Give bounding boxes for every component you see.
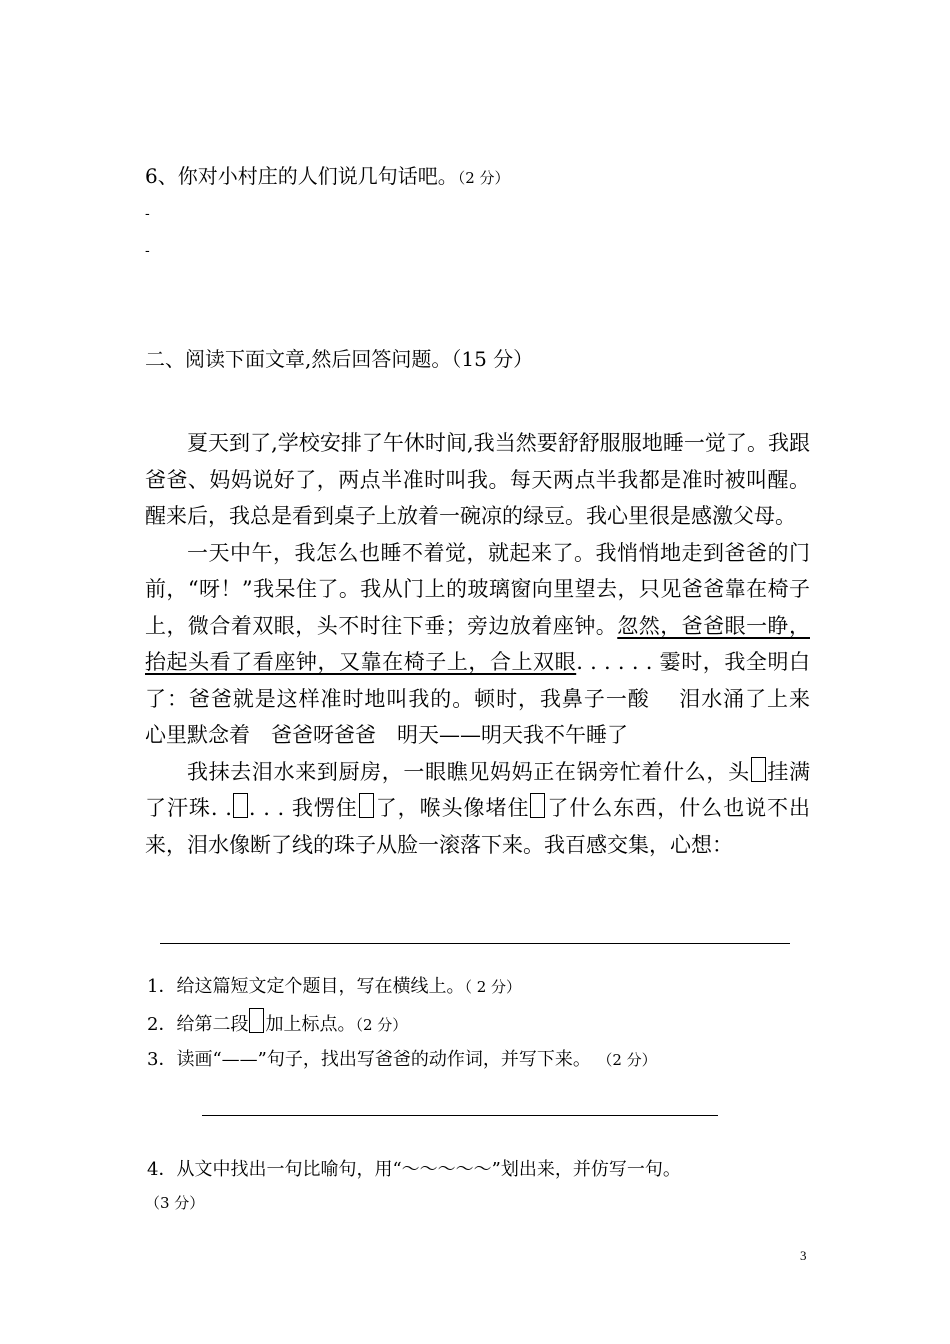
- question-2-text: 2．给第二段: [147, 1014, 249, 1035]
- question-6: [145, 160, 510, 189]
- paragraph-2: [145, 535, 831, 754]
- blank-box: [359, 793, 374, 818]
- title-answer-line: [160, 943, 790, 944]
- answer-line-1: -: [145, 206, 150, 222]
- blank-box: [751, 757, 766, 782]
- paragraph-1: 夏天到了,学校安排了午休时间,我当然要舒舒服服地睡一觉了。我跟爸爸、妈妈说好了，两点半准时叫我。每天两点半我都是准时被叫醒。醒来后，我总是看到桌子上放着一碗凉的绿豆。我心里很是感激父母。: [145, 431, 810, 528]
- answer-line-2: -: [145, 243, 150, 259]
- paragraph-2-start: 一天中午，我怎么也睡不着觉，就起来了。我悄悄地走到爸爸的门前，“呀！”我呆住了。我从门上的玻璃窗向里望去，只见爸爸靠在椅子上，微合着双眼，头不时往下垂；旁边放着座钟。: [145, 540, 810, 638]
- question-3: [147, 1045, 657, 1071]
- paragraph-3-part-b: 挂满了汗珠. .: [145, 759, 811, 820]
- question-3-text: 3．读画“——”句子，找出写爸爸的动作词，并写下来。: [147, 1049, 591, 1070]
- question-2-text-2: 加上标点。: [265, 1014, 356, 1035]
- question-2: [147, 1008, 407, 1036]
- paragraph-2-end: . . . . . . 霎时，我全明白了：爸爸就是这样准时地叫我的。顿时，我鼻子一酸 泪水涌了上来 心里默念着 爸爸呀爸爸 明天——明天我不午睡了: [145, 650, 831, 747]
- question-6-score: （2 分）: [457, 169, 510, 187]
- paragraph-3-part-c: . . . 我愣住: [248, 796, 358, 820]
- section-2-heading: 二、阅读下面文章,然后回答问题。（15 分）: [145, 347, 534, 371]
- question-1-score: （ 2 分）: [464, 978, 522, 996]
- question-2-score: （2 分）: [355, 1016, 408, 1034]
- page-number: 3: [800, 1248, 807, 1263]
- question-1-text: 1．给这篇短文定个题目，写在横线上。: [147, 976, 465, 997]
- answer-line-q3: [202, 1115, 718, 1116]
- paragraph-3-part-d: 了，喉头像堵住: [374, 796, 530, 820]
- blank-box: [233, 793, 248, 818]
- paragraph-3: [145, 754, 810, 864]
- question-4: 4．从文中找出一句比喻句，用“～～～～～”划出来，并仿写一句。: [147, 1159, 681, 1180]
- question-1: [147, 972, 521, 998]
- blank-box: [249, 1008, 264, 1033]
- paragraph-3-part-a: 我抹去泪水来到厨房，一眼瞧见妈妈正在锅旁忙着什么，头: [187, 759, 750, 784]
- underlined-sentence: 忽然，爸爸眼一睁，抬起头看了看座钟，又靠在椅子上，合上双眼: [145, 613, 810, 674]
- paragraph-3-part-e: 了什么东西，什么也说不出来，泪水像断了线的珠子从脸一滚落下来。我百感交集，心想：: [145, 796, 811, 857]
- blank-box: [530, 793, 545, 818]
- question-6-text: 6、你对小村庄的人们说几句话吧。: [145, 164, 458, 188]
- question-3-score: （2 分）: [604, 1051, 657, 1069]
- question-4-score: （3 分）: [145, 1194, 205, 1212]
- reading-passage: [145, 425, 831, 863]
